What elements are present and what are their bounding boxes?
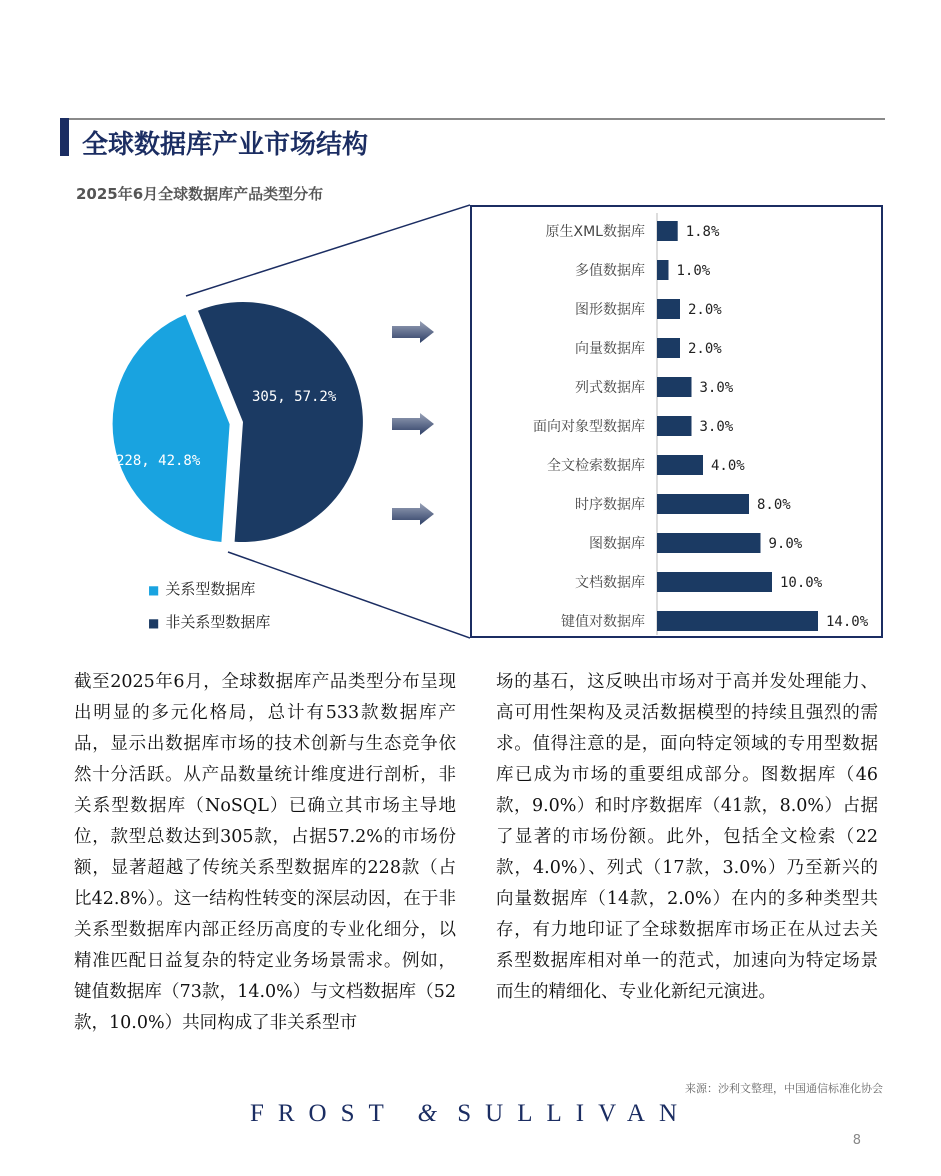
- brand-left: FROST: [249, 1100, 398, 1127]
- legend-item-relational: [148, 578, 255, 599]
- bar-chart: [472, 207, 881, 636]
- bar-category-label: 面向对象型数据库: [533, 419, 645, 435]
- page-title: 全球数据库产业市场结构: [82, 130, 369, 160]
- legend-swatch-relational: ■: [148, 583, 160, 597]
- right-arrow-icon: [392, 413, 434, 435]
- bar-value-label: 1.8%: [685, 224, 720, 240]
- bar: [657, 338, 680, 358]
- body-paragraph-col1: 截至2025年6月，全球数据库产品类型分布呈现出明显的多元化格局，总计有533款数据库产品，显示出数据库市场的技术创新与生态竞争依然十分活跃。从产品数量统计维度进行剖析，非关系型数据库（NoSQL）已确立其市场主导地位，款型总数达到305款，占据57.2%的市场份额，显著超越了传统关系型数据库的228款（占比42.8%）。这一结构性转变的深层动因，在于非关系型数据库内部正经历高度的专业化细分，以精准匹配日益复杂的特定业务场景需求。例如，键值数据库（73款，14.0%）与文档数据库（52款，10.0%）共同构成了非关系型市: [74, 672, 456, 1033]
- bar: [657, 455, 703, 475]
- bar-value-label: 1.0%: [676, 263, 711, 279]
- bar-category-label: 全文检索数据库: [547, 458, 645, 474]
- bar-category-label: 图数据库: [589, 536, 645, 552]
- page-number: 8: [852, 1133, 861, 1148]
- brand-ampersand: &: [417, 1100, 438, 1127]
- legend-item-nonrelational: [148, 611, 270, 632]
- bar-category-label: 时序数据库: [575, 497, 645, 513]
- bar-value-label: 3.0%: [699, 380, 734, 396]
- bar-category-label: 向量数据库: [575, 341, 645, 357]
- bar: [657, 494, 749, 514]
- right-arrow-icon: [392, 321, 434, 343]
- bar-value-label: 2.0%: [688, 302, 722, 318]
- bar-category-label: 键值对数据库: [561, 614, 645, 630]
- brand-right: SULLIVAN: [457, 1100, 692, 1127]
- bar: [657, 611, 818, 631]
- connector-line-top: [186, 205, 470, 296]
- bar-value-label: 3.0%: [699, 419, 734, 435]
- pie-data-label-relational: 228, 42.8%: [116, 453, 201, 469]
- bar-category-label: 列式数据库: [575, 380, 645, 396]
- legend-label-nonrelational: 非关系型数据库: [165, 613, 271, 631]
- chart-caption: 2025年6月全球数据库产品类型分布: [76, 185, 324, 203]
- bar-category-label: 文档数据库: [575, 575, 645, 591]
- pie-data-label-nonrelational: 305, 57.2%: [252, 389, 337, 405]
- bar-value-label: 8.0%: [757, 497, 791, 513]
- legend-swatch-nonrelational: ■: [148, 616, 160, 630]
- source-note: 来源：沙利文整理，中国通信标准化协会: [685, 1082, 883, 1095]
- legend-label-relational: 关系型数据库: [165, 580, 256, 598]
- bar: [657, 377, 692, 397]
- bar: [657, 416, 692, 436]
- bar: [657, 221, 678, 241]
- bar-value-label: 2.0%: [688, 341, 722, 357]
- bar-value-label: 10.0%: [780, 575, 823, 591]
- right-arrow-icon: [392, 503, 434, 525]
- brand-logo: [0, 1100, 941, 1128]
- bar: [657, 533, 761, 553]
- body-paragraph-col2: 场的基石，这反映出市场对于高并发处理能力、高可用性架构及灵活数据模型的持续且强烈的需求。值得注意的是，面向特定领域的专用型数据库已成为市场的重要组成部分。图数据库（46款，9.0%）和时序数据库（41款，8.0%）占据了显著的市场份额。此外，包括全文检索（22款，4.0%）、列式（17款，3.0%）乃至新兴的向量数据库（14款，2.0%）在内的多种类型共存，有力地印证了全球数据库市场正在从过去关系型数据库相对单一的范式，加速向为特定场景而生的精细化、专业化新纪元演进。: [496, 672, 878, 1002]
- bar-value-label: 14.0%: [826, 614, 869, 630]
- bar-category-label: 多值数据库: [575, 263, 645, 279]
- bar-category-label: 原生XML数据库: [545, 224, 645, 240]
- bar-value-label: 4.0%: [711, 458, 745, 474]
- bar-category-label: 图形数据库: [575, 302, 645, 318]
- bar: [657, 260, 669, 280]
- bar-value-label: 9.0%: [768, 536, 803, 552]
- bar-chart-panel: [470, 205, 883, 638]
- bar: [657, 299, 680, 319]
- bar: [657, 572, 772, 592]
